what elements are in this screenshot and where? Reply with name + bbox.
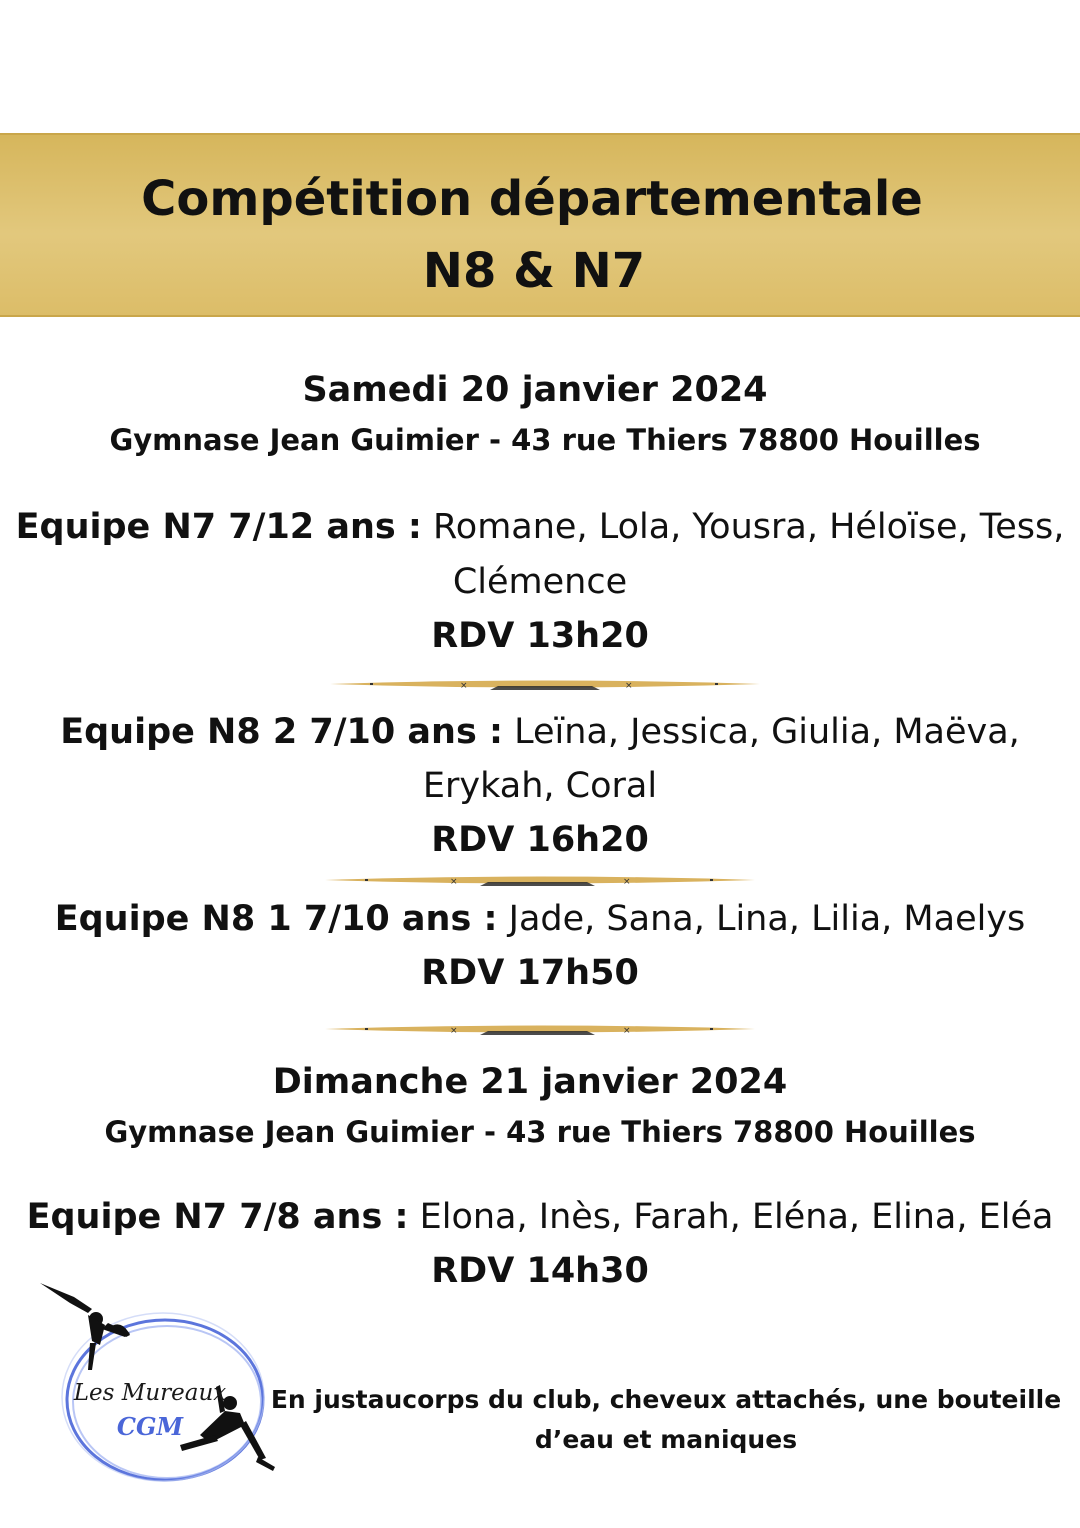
ornament-divider — [325, 872, 755, 888]
equipment-note — [262, 1380, 1070, 1460]
title-banner — [0, 133, 1080, 317]
team-n8-1-row — [0, 899, 1080, 939]
team-names-continued: Clémence — [452, 562, 628, 602]
svg-text:×: × — [625, 681, 633, 691]
day2-venue: Gymnase Jean Guimier - 43 rue Thiers 78800 Houilles — [104, 1115, 976, 1149]
note-line: En justaucorps du club, cheveux attachés, une bouteille — [270, 1385, 1062, 1414]
team-names-continued: Erykah, Coral — [422, 766, 658, 806]
team-rdv: RDV 17h50 — [421, 953, 639, 993]
ornament-divider — [330, 676, 760, 692]
team-rdv: RDV 16h20 — [431, 820, 649, 860]
svg-text:×: × — [450, 877, 458, 887]
note-line: d’eau et maniques — [534, 1425, 798, 1454]
team-n8-2-row — [0, 712, 1080, 752]
svg-text:×: × — [623, 1026, 631, 1036]
day2-date: Dimanche 21 janvier 2024 — [272, 1062, 788, 1102]
svg-text:×: × — [450, 1026, 458, 1036]
team-label: Equipe N7 7/8 ans : — [26, 1197, 409, 1237]
team-rdv: RDV 14h30 — [431, 1251, 649, 1291]
logo-text-club: Les Mureaux — [73, 1380, 227, 1406]
svg-text:×: × — [460, 681, 468, 691]
team-label: Equipe N7 7/12 ans : — [15, 507, 422, 547]
logo-text-cgm: CGM — [116, 1412, 184, 1441]
svg-text:×: × — [623, 877, 631, 887]
team-names: Jade, Sana, Lina, Lilia, Maelys — [508, 899, 1026, 939]
team-rdv: RDV 13h20 — [431, 616, 649, 656]
team-names: Romane, Lola, Yousra, Héloïse, Tess, — [433, 507, 1065, 547]
page-subtitle: N8 & N7 — [422, 243, 646, 299]
gymnast-silhouette-icon — [40, 1283, 130, 1370]
team-names: Elona, Inès, Farah, Eléna, Elina, Eléa — [419, 1197, 1054, 1237]
team-names: Leïna, Jessica, Giulia, Maëva, — [514, 712, 1020, 752]
day1-date: Samedi 20 janvier 2024 — [302, 370, 768, 410]
team-n7-8-row — [0, 1197, 1080, 1237]
page-title: Compétition départementale — [141, 171, 923, 227]
team-label: Equipe N8 1 7/10 ans : — [54, 899, 498, 939]
ornament-divider — [325, 1021, 755, 1037]
day1-venue: Gymnase Jean Guimier - 43 rue Thiers 78800 Houilles — [109, 423, 981, 457]
team-label: Equipe N8 2 7/10 ans : — [60, 712, 503, 752]
team-n7-12-row — [0, 507, 1080, 547]
